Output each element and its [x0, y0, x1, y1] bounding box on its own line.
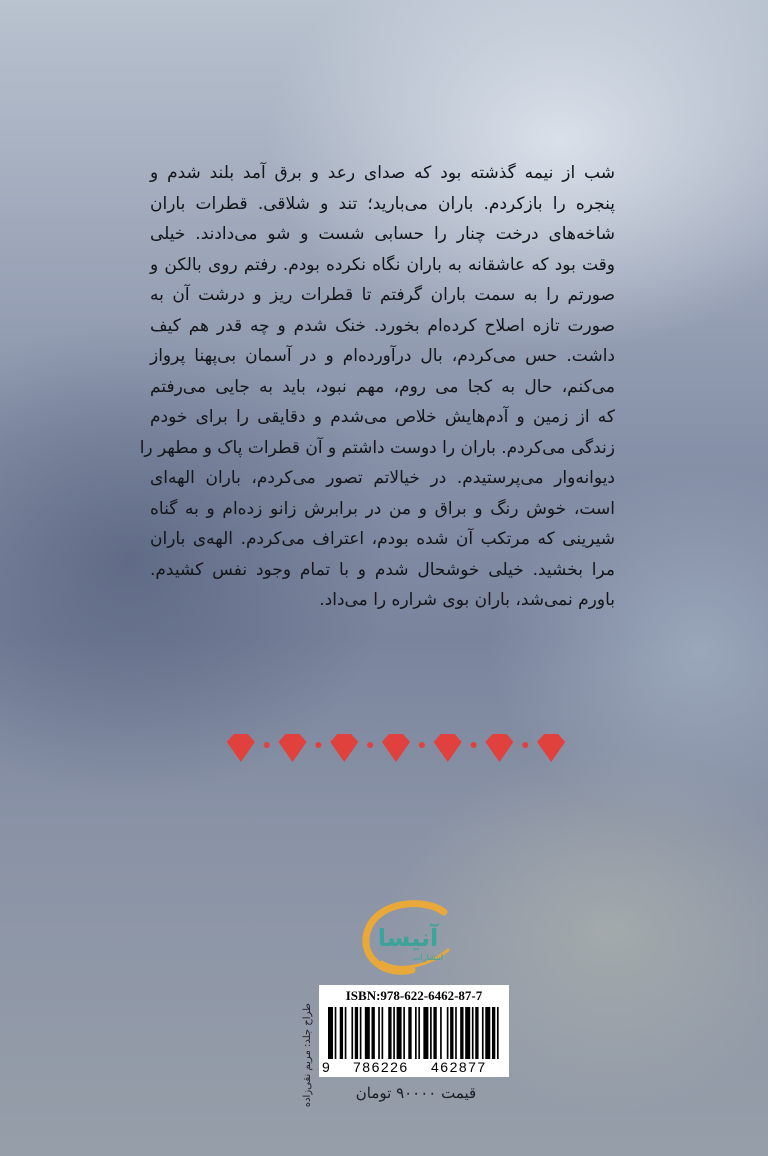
barcode-bar: [335, 1007, 337, 1059]
ornament-diamond: [382, 734, 410, 762]
excerpt-line: صورت تازه اصلاح کرده‌ام بخورد. خنک شدم و چه قدر هم کیف: [150, 315, 615, 336]
logo-text: آنیسا: [377, 924, 439, 952]
barcode-bar: [430, 1007, 432, 1059]
excerpt-line: پنجره را بازکردم. باران می‌بارید؛ تند و شلاقی. قطرات باران: [150, 193, 615, 214]
excerpt-line: است، خوش رنگ و براق و من در برابرش زانو زده‌ام و به گناه: [150, 498, 615, 519]
excerpt-line: که از زمین و آدم‌هایش خلاص می‌شدم و دقایقی را برای خودم: [150, 407, 615, 427]
barcode-bar: [351, 1007, 353, 1059]
barcode-bar: [345, 1007, 347, 1059]
barcode-bar: [482, 1007, 484, 1059]
excerpt-line: زندگی می‌کردم. باران را دوست داشتم و آن قطرات پاک و مطهر را: [139, 437, 615, 458]
cover-designer-credit: طراح جلد: مریم نقی‌زاده: [302, 1003, 313, 1108]
isbn-label: ISBN:978-622-6462-87-7: [345, 988, 483, 1003]
barcode-bar: [365, 1007, 370, 1059]
barcode-bar: [382, 1007, 384, 1059]
barcode-digits-left: 786226: [353, 1059, 409, 1075]
logo-subtext: انتشارات: [412, 953, 444, 962]
barcode-bar: [497, 1007, 499, 1059]
barcode-bar: [415, 1007, 417, 1059]
ornament-dot: [522, 742, 528, 748]
barcode-bar: [360, 1007, 362, 1059]
barcode-bar: [465, 1007, 470, 1059]
barcode-bar: [408, 1007, 411, 1059]
ornament-diamond: [537, 734, 565, 762]
ornament-diamond: [227, 734, 255, 762]
ornament-diamond: [279, 734, 307, 762]
barcode-bar: [403, 1007, 405, 1059]
back-cover-excerpt: [139, 158, 615, 616]
barcode-bar: [475, 1007, 478, 1059]
barcode-bar: [455, 1007, 457, 1059]
ornament-dot: [419, 742, 425, 748]
barcode-bar: [423, 1007, 428, 1059]
barcode-bar: [393, 1007, 395, 1059]
barcode-bar: [450, 1007, 453, 1059]
barcode-bar: [447, 1007, 449, 1059]
barcode-digit-first: 9: [322, 1059, 330, 1075]
barcode-bar: [492, 1007, 495, 1059]
barcode-bar: [372, 1007, 375, 1059]
excerpt-line: دیوانه‌وار می‌پرستیدم. در خیالاتم تصور می‌کردم، باران الهه‌ای: [150, 468, 615, 488]
barcode-bar: [440, 1007, 442, 1059]
ornament-diamond: [434, 734, 462, 762]
excerpt-line: مرا بخشید. خیلی خوشحال شدم و با تمام وجود نفس کشیدم.: [150, 559, 615, 580]
ornament-diamond: [330, 734, 358, 762]
excerpt-line: شیرینی که مرتکب آن شده بودم، اعتراف می‌کردم. الهه‌ی باران: [150, 529, 615, 549]
excerpt-line: می‌کنم، حال به کجا می روم، مهم نبود، باید به جایی می‌رفتم: [150, 376, 615, 397]
excerpt-line: شاخه‌های درخت چنار را حسابی شست و شو می‌دادند. خیلی: [150, 224, 615, 244]
ornament-dot: [471, 742, 477, 748]
excerpt-line: باورم نمی‌شد، باران بوی شراره را می‌داد.: [319, 590, 615, 610]
ornament-diamond: [485, 734, 513, 762]
barcode-bar: [460, 1007, 463, 1059]
barcode-bar: [378, 1007, 380, 1059]
ornament-dot: [264, 742, 270, 748]
price-label: قیمت ۹۰۰۰۰ تومان: [355, 1084, 477, 1102]
barcode-bar: [355, 1007, 358, 1059]
barcode-digits: [319, 1059, 509, 1077]
barcode-bar: [340, 1007, 343, 1059]
diamond-ornament-row: [215, 728, 577, 768]
ornament-dot: [367, 742, 373, 748]
excerpt-line: وقت بود که عاشقانه به باران نگاه نکرده بودم. رفتم روی بالکن و: [150, 254, 615, 275]
barcode-bar: [388, 1007, 391, 1059]
barcode-digits-right: 462877: [431, 1059, 487, 1075]
ornament-dot: [315, 742, 321, 748]
excerpt-line: داشت. حس می‌کردم، بال درآورده‌ام و در آسمان بی‌پهنا پرواز: [150, 346, 615, 366]
excerpt-line: صورتم را به سمت باران گرفتم تا قطرات ریز و درشت آن به: [150, 285, 615, 305]
barcode-bar: [418, 1007, 420, 1059]
excerpt-line: شب از نیمه گذشته بود که صدای رعد و برق آمد بلند شدم و: [150, 163, 615, 183]
isbn-barcode: [319, 985, 509, 1077]
publisher-logo: [352, 898, 458, 980]
barcode-bars: [328, 1007, 502, 1059]
barcode-bar: [433, 1007, 436, 1059]
barcode-bar: [485, 1007, 490, 1059]
barcode-bar: [328, 1007, 333, 1059]
barcode-bar: [472, 1007, 474, 1059]
barcode-bar: [397, 1007, 402, 1059]
